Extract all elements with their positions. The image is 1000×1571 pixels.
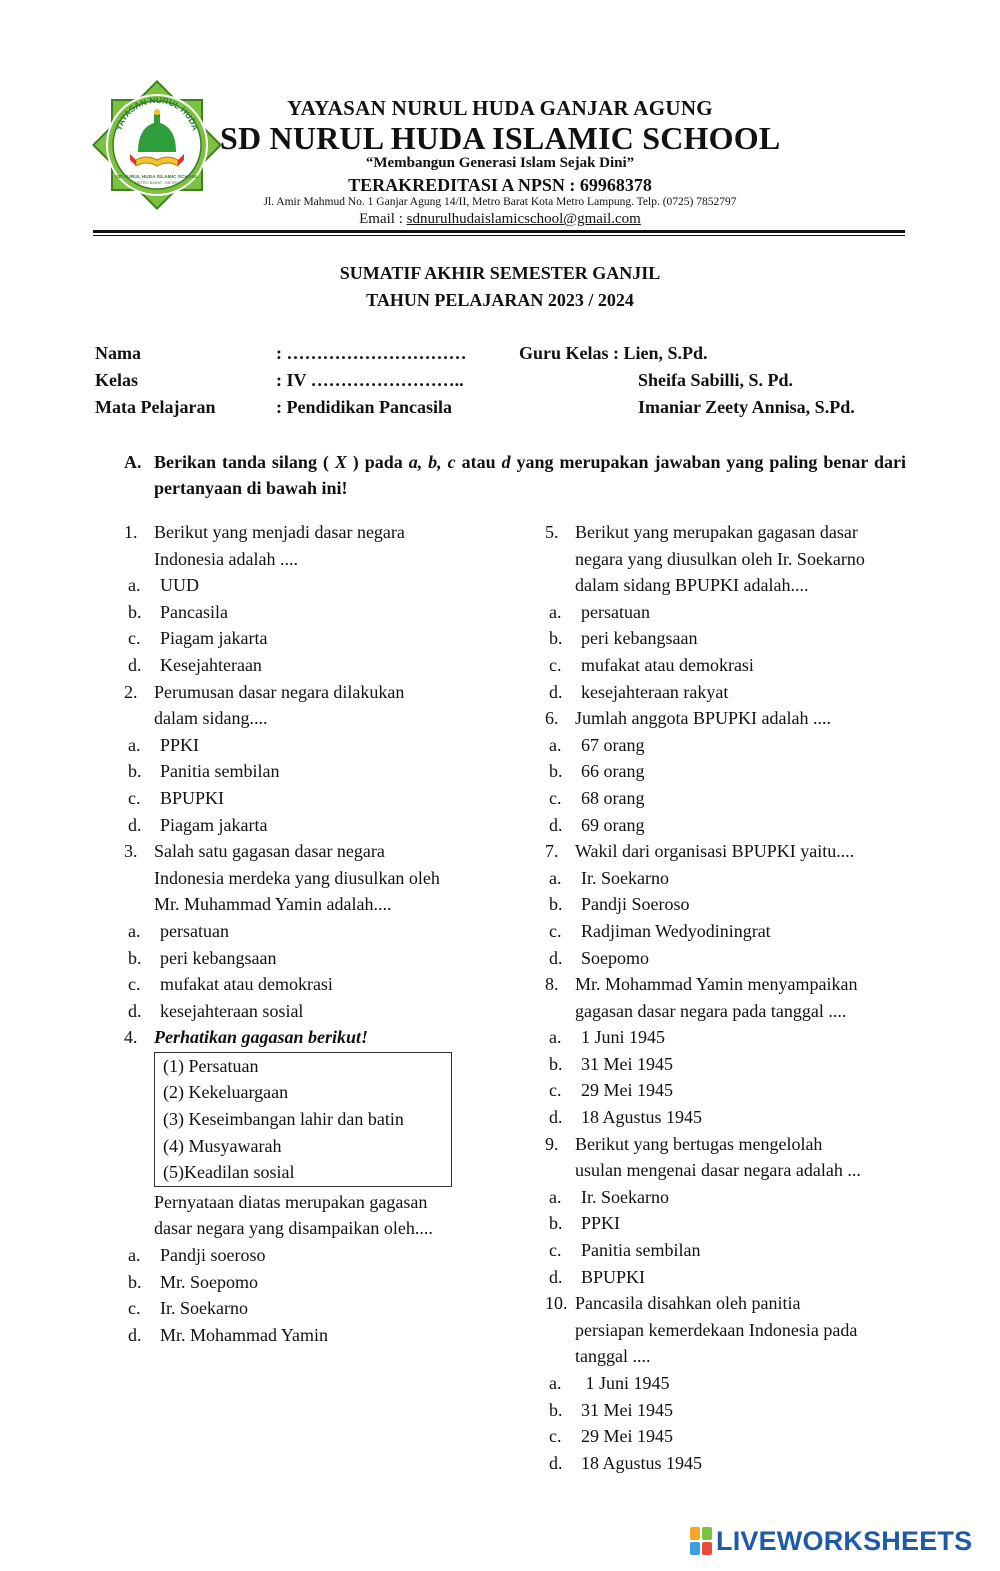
mapel-label: Mata Pelajaran [95,397,216,417]
q5-option-c[interactable]: c. mufakat atau demokrasi [549,654,754,675]
ideas-box [154,1052,452,1187]
logo-bottom-small: METRO BARAT - METRO [134,181,180,185]
q10-option-b[interactable]: b. 31 Mei 1945 [549,1399,673,1420]
question-10: 10. Pancasila disahkan oleh panitia persiapan kemerdekaan Indonesia pada tanggal .... [545,1293,858,1367]
questions-right-column [545,519,920,1476]
q5-option-b[interactable]: b. peri kebangsaan [549,628,698,649]
q4-option-b[interactable]: b. Mr. Soepomo [128,1271,259,1292]
q5-option-a[interactable]: a. persatuan [549,601,650,622]
q5-option-d[interactable]: d. kesejahteraan rakyat [549,681,729,702]
q9-option-a[interactable]: a. Ir. Soekarno [549,1186,669,1207]
kelas-label: Kelas [95,370,138,390]
school-logo [86,74,228,216]
idea-item: (2) Kekeluargaan [163,1082,289,1103]
email-label: Email : [359,211,407,227]
liveworksheets-text: LIVEWORKSHEETS [716,1525,973,1556]
mapel-value: : Pendidikan Pancasila [276,397,453,417]
q1-option-b[interactable]: b. Pancasila [128,601,228,622]
nama-value: : ………………………… [276,343,467,363]
idea-item: (1) Persatuan [163,1055,259,1076]
q6-option-a[interactable]: a. 67 orang [549,734,645,755]
q8-option-d[interactable]: d. 18 Agustus 1945 [549,1107,703,1128]
q8-option-b[interactable]: b. 31 Mei 1945 [549,1053,673,1074]
q9-option-c[interactable]: c. Panitia sembilan [549,1240,701,1261]
q4-option-c[interactable]: c. Ir. Soekarno [128,1298,248,1319]
q3-option-c[interactable]: c. mufakat atau demokrasi [128,974,333,995]
guru-3: Imaniar Zeety Annisa, S.Pd. [638,397,855,417]
q2-option-c[interactable]: c. BPUPKI [128,787,225,808]
q3-option-b[interactable]: b. peri kebangsaan [128,947,277,968]
question-9: 9. Berikut yang bertugas mengelolah usulan mengenai dasar negara adalah ... [545,1133,861,1181]
school-email [220,211,780,228]
letterhead-divider-thick [93,230,905,233]
q6-option-b[interactable]: b. 66 orang [549,761,645,782]
email-address[interactable]: sdnurulhudaislamicschool@gmail.com [406,211,641,227]
question-3: 3. Salah satu gagasan dasar negara Indonesia merdeka yang diusulkan oleh Mr. Muhammad Yamin adalah.... [124,841,440,915]
q7-option-d[interactable]: d. Soepomo [549,947,650,968]
q1-option-a[interactable]: a. UUD [128,575,199,596]
question-4-heading: Perhatikan gagasan berikut! [154,1027,369,1048]
questions-left-column [124,519,504,1348]
idea-item: (5)Keadilan sosial [163,1162,295,1183]
q10-option-d[interactable]: d. 18 Agustus 1945 [549,1452,703,1473]
exam-title: SUMATIF AKHIR SEMESTER GANJIL [339,263,661,283]
question-2: 2. Perumusan dasar negara dilakukan dalam sidang.... [124,681,405,729]
question-8: 8. Mr. Mohammad Yamin menyampaikan gagasan dasar negara pada tanggal .... [545,974,858,1021]
q2-option-a[interactable]: a. PPKI [128,734,200,755]
q1-option-d[interactable]: d. Kesejahteraan [128,654,262,675]
q4-option-d[interactable]: d. Mr. Mohammad Yamin [128,1324,329,1345]
instruction-text: Berikan tanda silang ( X ) pada a, b, c atau d yang merupakan jawaban yang paling benar dari pertanyaan di bawah ini! [154,452,906,498]
guru-kelas: Guru Kelas : Lien, S.Pd. [519,343,708,363]
instruction-letter: A. [124,452,142,472]
letterhead-divider-thin [93,235,905,236]
instruction [124,449,906,501]
question-6: 6. Jumlah anggota BPUPKI adalah .... [545,708,831,729]
question-4: 4. Perhatikan gagasan berikut! (1) Persatuan (2) Kekeluargaan (3) Keseimbangan lahir dan batin (4) Musyawarah (5)Keadilan sosial Pernyataan diatas merupakan gagasan dasar negara yang disampaikan oleh.... [124,1024,504,1242]
q9-option-b[interactable]: b. PPKI [549,1213,621,1234]
q1-option-c[interactable]: c. Piagam jakarta [128,628,268,649]
q4-option-a[interactable]: a. Pandji soeroso [128,1245,266,1266]
liveworksheets-logo-icon [690,1527,712,1555]
guru-2: Sheifa Sabilli, S. Pd. [638,370,794,390]
q3-option-d[interactable]: d. kesejahteraan sosial [128,1000,304,1021]
liveworksheets-watermark[interactable] [690,1524,972,1558]
idea-item: (3) Keseimbangan lahir dan batin [163,1109,404,1130]
question-number: 1. [124,522,138,542]
school-motto: “Membangun Generasi Islam Sejak Dini” [365,155,635,171]
q2-option-d[interactable]: d. Piagam jakarta [128,814,268,835]
accreditation: TERAKREDITASI A NPSN : 69968378 [348,175,652,195]
question-7: 7. Wakil dari organisasi BPUPKI yaitu.... [545,841,855,862]
question-1: 1. Berikut yang menjadi dasar negara Indonesia adalah .... [124,519,504,572]
q2-option-b[interactable]: b. Panitia sembilan [128,761,280,782]
q10-option-c[interactable]: c. 29 Mei 1945 [549,1426,673,1447]
q8-option-c[interactable]: c. 29 Mei 1945 [549,1080,673,1101]
q7-option-a[interactable]: a. Ir. Soekarno [549,867,669,888]
kelas-value: : IV …………………….. [276,370,464,390]
q8-option-a[interactable]: a. 1 Juni 1945 [549,1027,666,1048]
school-address: Jl. Amir Mahmud No. 1 Ganjar Agung 14/II, Metro Barat Kota Metro Lampung. Telp. (0725) 7852797 [263,196,737,208]
idea-item: (4) Musyawarah [163,1135,282,1156]
academic-year: TAHUN PELAJARAN 2023 / 2024 [366,290,634,310]
school-name: SD NURUL HUDA ISLAMIC SCHOOL [220,120,781,156]
q3-option-a[interactable]: a. persatuan [128,920,229,941]
foundation-name: YAYASAN NURUL HUDA GANJAR AGUNG [287,96,713,120]
question-5: 5. Berikut yang merupakan gagasan dasar negara yang diusulkan oleh Ir. Soekarno dalam sidang BPUPKI adalah.... [545,522,865,596]
logo-arc-text: YAYASAN NURUL HUDA [113,94,201,132]
nama-label: Nama [95,343,141,363]
q6-option-d[interactable]: d. 69 orang [549,814,645,835]
q9-option-d[interactable]: d. BPUPKI [549,1266,646,1287]
q6-option-c[interactable]: c. 68 orang [549,787,645,808]
q7-option-c[interactable]: c. Radjiman Wedyodiningrat [549,920,771,941]
logo-bottom-text: SD NURUL HUDA ISLAMIC SCHOOL [115,175,199,180]
q7-option-b[interactable]: b. Pandji Soeroso [549,894,690,915]
q10-option-a[interactable]: a. 1 Juni 1945 [549,1373,670,1393]
